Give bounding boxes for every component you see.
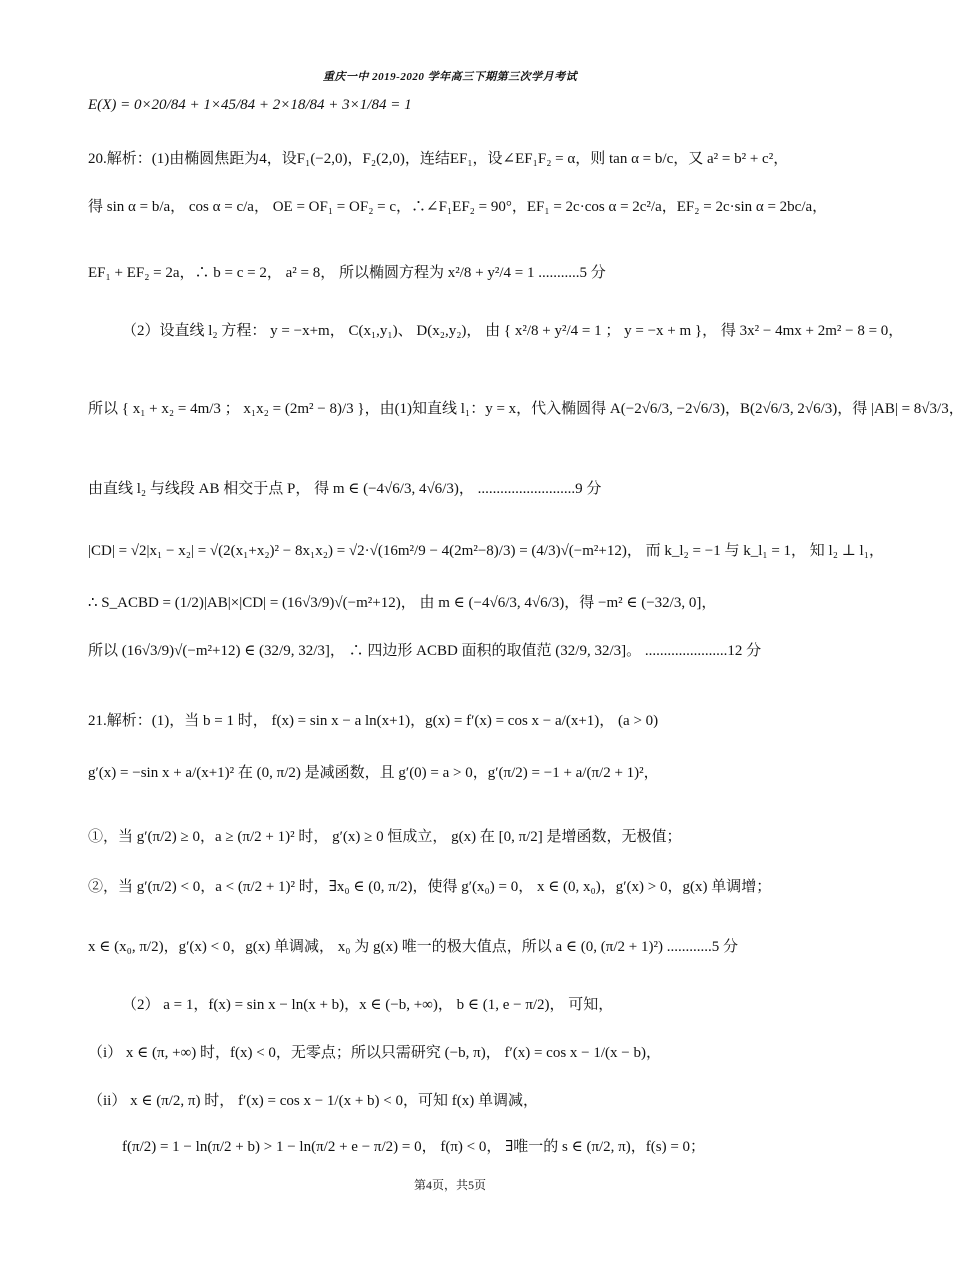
- q21-line-9: f(π/2) = 1 − ln(π/2 + b) > 1 − ln(π/2 + e − π/2) = 0， f(π) < 0， ∃唯一的 s ∈ (π/2, π)，f(s) = 0；: [122, 1139, 706, 1155]
- expectation-line: E(X) = 0×20/84 + 1×45/84 + 2×18/84 + 3×1/84 = 1: [88, 97, 412, 113]
- q21-intro: 21.解析：(1)，当 b = 1 时， f(x) = sin x − a ln(x+1)，g(x) = f′(x) = cos x − a/(x+1)， (a > 0): [88, 713, 659, 729]
- q20-line-8: ∴ S_ACBD = (1/2)|AB|×|CD| = (16√3/9)√(−m²+12)， 由 m ∈ (−4√6/3, 4√6/3)，得 −m² ∈ (−32/3, 0]，: [88, 595, 717, 611]
- q20-line-9: 所以 (16√3/9)√(−m²+12) ∈ (32/9, 32/3]， ∴ 四边形 ACBD 面积的取值范 (32/9, 32/3]。 ......................12 分: [88, 643, 762, 659]
- q20-line-6: 由直线 l₂ 与线段 AB 相交于点 P， 得 m ∈ (−4√6/3, 4√6/3)， ..........................9 分: [88, 481, 602, 497]
- q21-line-5: x ∈ (x₀, π/2)，g′(x) < 0，g(x) 单调减， x₀ 为 g(x) 唯一的极大值点，所以 a ∈ (0, (π/2 + 1)²) ............5 分: [88, 939, 738, 955]
- q21-sub-ii: （ii） x ∈ (π/2, π) 时， f′(x) = cos x − 1/(x + b) < 0，可知 f(x) 单调减，: [88, 1093, 538, 1109]
- page-footer: 第4页，共5页: [413, 1178, 486, 1192]
- q21-case-2: ②，当 g′(π/2) < 0，a < (π/2 + 1)² 时，∃x₀ ∈ (0, π/2)，使得 g′(x₀) = 0， x ∈ (0, x₀)，g′(x) > 0，g(x) 单调增；: [88, 879, 772, 895]
- q21-line-2: g′(x) = −sin x + a/(x+1)² 在 (0, π/2) 是减函数，且 g′(0) = a > 0，g′(π/2) = −1 + a/(π/2 + 1)²，: [88, 765, 659, 781]
- q20-part2: （2）设直线 l₂ 方程： y = −x+m， C(x₁,y₁)、 D(x₂,y₂)， 由 { x²/8 + y²/4 = 1 ； y = −x + m }， 得 3x² − 4mx + 2m² − 8 = 0，: [122, 323, 904, 339]
- page-header: 重庆一中 2019-2020 学年高三下期第三次学月考试: [322, 71, 578, 83]
- q20-line-7: |CD| = √2|x₁ − x₂| = √(2(x₁+x₂)² − 8x₁x₂) = √2·√(16m²/9 − 4(2m²−8)/3) = (4/3)√(−m²+12)， 而 k_l₂ = −1 与 k_l₁ = 1， 知 l₂ ⊥ l₁，: [88, 543, 884, 559]
- q20-line-5: 所以 { x₁ + x₂ = 4m/3 ； x₁x₂ = (2m² − 8)/3 }，由(1)知直线 l₁：y = x，代入椭圆得 A(−2√6/3, −2√6/3)，B(2√6/3, 2√6/3)，得 |AB| = 8√3/3，: [88, 401, 964, 417]
- q21-case-1: ①，当 g′(π/2) ≥ 0，a ≥ (π/2 + 1)² 时， g′(x) ≥ 0 恒成立， g(x) 在 [0, π/2] 是增函数，无极值；: [88, 829, 682, 845]
- q20-line-2: 得 sin α = b/a， cos α = c/a， OE = OF₁ = OF₂ = c，∴∠F₁EF₂ = 90°，EF₁ = 2c·cos α = 2c²/a，EF₂ = 2c·sin α = 2bc/a，: [88, 199, 828, 215]
- q21-sub-i: （i） x ∈ (π, +∞) 时，f(x) < 0，无零点；所以只需研究 (−b, π)， f′(x) = cos x − 1/(x − b)，: [88, 1045, 662, 1061]
- q20-intro: 20.解析：(1)由椭圆焦距为4，设F₁(−2,0)，F₂(2,0)，连结EF₁，设∠EF₁F₂ = α，则 tan α = b/c，又 a² = b² + c²，: [88, 151, 789, 167]
- q21-part2: （2） a = 1，f(x) = sin x − ln(x + b)，x ∈ (−b, +∞)， b ∈ (1, e − π/2)， 可知，: [122, 997, 614, 1013]
- q20-line-3: EF₁ + EF₂ = 2a，∴ b = c = 2， a² = 8， 所以椭圆方程为 x²/8 + y²/4 = 1 ...........5 分: [88, 265, 606, 281]
